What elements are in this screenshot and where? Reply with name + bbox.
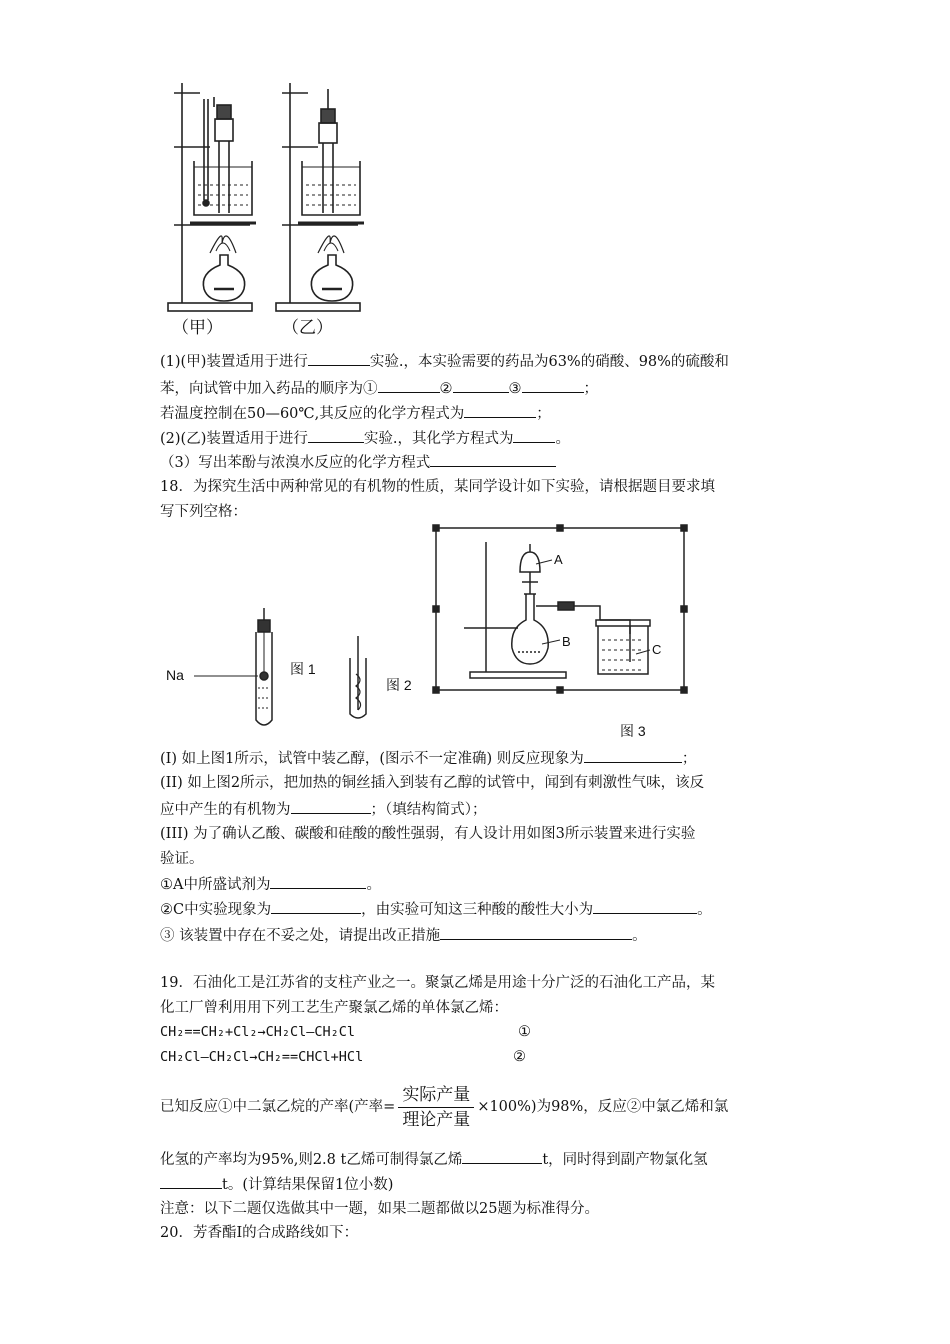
q18-blank-organic-product[interactable]: [291, 799, 371, 814]
figure-3-label: 图 3: [620, 723, 646, 739]
notice: 注意：以下二题仅选做其中一题，如果二题都做以25题为标准得分。: [160, 1201, 599, 1217]
q19-yield-line: 已知反应①中二氯乙烷的产率(产率= $\frac{\text{实际产量}}{\text{理论产量}}$ ×100%)为98%，反应②中氯乙烯和氯: [160, 1084, 729, 1130]
q17-blank-order-2[interactable]: [453, 378, 509, 393]
apparatus-jia-yi-figure: [160, 75, 375, 345]
q17-line4: (2)(乙)装置适用于进行 实验.，其化学方程式为 。: [160, 428, 570, 449]
q18-blank-improvement[interactable]: [440, 925, 632, 940]
apparatus-jia: [168, 83, 256, 311]
q19-blank-hcl[interactable]: [160, 1174, 222, 1189]
yield-fraction: $\frac{\text{实际产量}}{\text{理论产量}}$: [398, 1083, 474, 1132]
q18-part-iii-line1: (III) 为了确认乙酸、碳酸和硅酸的酸性强弱，有人设计用如图3所示装置来进行实验: [160, 826, 696, 842]
q18-part-iii-line2: 验证。: [160, 851, 204, 867]
q18-line2: 写下列空格：: [160, 504, 247, 520]
label-c: C: [652, 642, 662, 657]
q19-equation-2: CH₂Cl—CH₂Cl→CH₂==CHCl+HCl: [160, 1049, 364, 1065]
q17-blank-order-1[interactable]: [378, 378, 440, 393]
q18-part-ii-line2: 应中产生的有机物为 ；（填结构简式）；: [160, 799, 487, 820]
q18-blank-reagent-a[interactable]: [270, 874, 366, 889]
q19-equation-2-number: ②: [513, 1049, 526, 1065]
experiment-figures-1-2-3: [160, 524, 800, 746]
q18-sub-2: ②C中实验现象为 ，由实验可知这三种酸的酸性大小为 。: [160, 899, 712, 920]
q18-line1: 18．为探究生活中两种常见的有机物的性质，某同学设计如下实验，请根据题目要求填: [160, 479, 715, 495]
q18-sub-3: ③ 该装置中存在不妥之处，请提出改正措施 。: [160, 925, 647, 946]
figure-2-copper-wire-tube: [350, 636, 366, 718]
label-yi: （乙）: [282, 318, 333, 337]
q19-blank-vinyl-chloride[interactable]: [462, 1149, 542, 1164]
q18-blank-reaction-phenomenon[interactable]: [584, 748, 682, 763]
q19-line2: 化工厂曾利用用下列工艺生产聚氯乙烯的单体氯乙烯：: [160, 1000, 508, 1016]
q17-blank-phenol-equation[interactable]: [430, 452, 556, 467]
q17-blank-equation-2[interactable]: [513, 428, 555, 443]
q20-title: 20．芳香酯I的合成路线如下：: [160, 1225, 359, 1241]
label-jia: （甲）: [172, 318, 223, 337]
figure-2-label: 图 2: [386, 677, 412, 693]
apparatus-yi: [276, 83, 364, 311]
q18-part-i: (I) 如上图1所示，试管中装乙醇，(图示不一定准确) 则反应现象为 ；: [160, 748, 696, 769]
q17-line2: 苯，向试管中加入药品的顺序为① ② ③ ；: [160, 378, 598, 399]
label-a: A: [554, 552, 563, 567]
q17-line5: （3）写出苯酚与浓溴水反应的化学方程式: [160, 452, 556, 473]
q19-line6: 化氢的产率均为95%,则2.8 t乙烯可制得氯乙烯 t，同时得到副产物氯化氢: [160, 1149, 708, 1170]
figure-1-label: 图 1: [290, 661, 316, 677]
q18-part-ii-line1: (II) 如上图2所示，把加热的铜丝插入到装有乙醇的试管中，闻到有刺激性气味，该反: [160, 775, 705, 791]
q18-sub-1: ①A中所盛试剂为 。: [160, 874, 381, 895]
q17-blank-equation-1[interactable]: [464, 403, 536, 418]
q17-line1: (1)(甲)装置适用于进行 实验.，本实验需要的药品为63%的硝酸、98%的硫酸和: [160, 351, 729, 372]
q18-blank-phenomenon-c[interactable]: [271, 899, 361, 914]
q17-blank-reaction-type-2[interactable]: [308, 428, 364, 443]
q17-blank-reaction-type[interactable]: [308, 351, 370, 366]
q19-line7: t。(计算结果保留1位小数): [160, 1174, 393, 1195]
q17-line3: 若温度控制在50—60℃,其反应的化学方程式为 ；: [160, 403, 551, 424]
figure-3-acid-strength-apparatus: [433, 525, 687, 693]
q19-equation-1: CH₂==CH₂+Cl₂→CH₂Cl—CH₂Cl: [160, 1024, 356, 1040]
q18-blank-acid-order[interactable]: [593, 899, 697, 914]
figure-1-na-test-tube: [194, 608, 272, 725]
q17-blank-order-3[interactable]: [522, 378, 584, 393]
na-label: Na: [166, 667, 184, 683]
q19-equation-1-number: ①: [518, 1024, 531, 1040]
label-b: B: [562, 634, 571, 649]
q19-line1: 19．石油化工是江苏省的支柱产业之一。聚氯乙烯是用途十分广泛的石油化工产品，某: [160, 975, 715, 991]
